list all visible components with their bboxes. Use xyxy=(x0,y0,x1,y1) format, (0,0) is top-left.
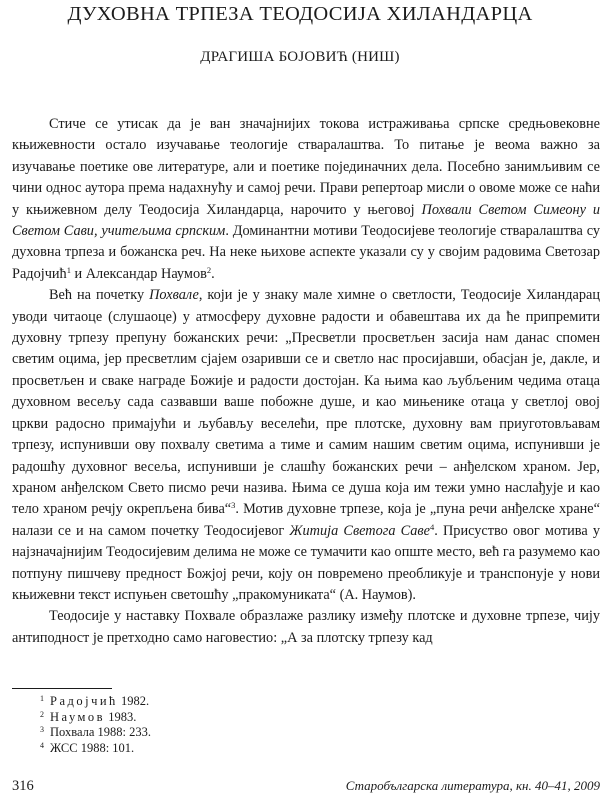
footnote-author: Наумов xyxy=(50,709,106,724)
paragraph-2-text-d: . Присуство овог мотива у најзначајнијим Теодосијевим делима не може се тумачити као опште место, већ га разумемо као потпуну пишчеву предност Божјој речи, коју он повремено преобликује и транспонује у нови књижевни текст испуњен светошћу „пракомуниката“ (А. Наумов). xyxy=(12,522,600,603)
article-title: ДУХОВНА ТРПЕЗА ТЕОДОСИЈА ХИЛАНДАРЦА xyxy=(67,3,533,25)
paragraph-2-text-a: Већ на почетку xyxy=(49,287,150,304)
footnote xyxy=(40,741,340,757)
footnote-ref-2: 2 xyxy=(206,264,212,275)
footnote xyxy=(40,725,340,741)
paragraph-2-text-b: , који је у знаку мале химне о светлости, Теодосије Хиландарац уводи читаоце (слушаоце) у атмосферу духовне радости и обавештава их да ће припремити духовну трпезу препуну божанских речи: „Пресветли просветљен засија нам данас спомен светим оцима, јер пресветлим сјајем озаривши се и светло нас просијавши, обасјан је, дакле, и просветљен и сваке награде Божије и радости достојан. Ка њима као љубљеним чедима отаца духовном весељу сада сазвавши ваше побожне душе, и као мињенике отаца у светлој овој цркви радосно примајући и љубављу веселећи, пре плотске, духовну вам приуготовљавам трпезу, испунивши ову похвалу светима а тиме и самим нашим светим оцима, испунивши је радошћу духовног весеља, испунивши је слашћу божанских речи – анђелском храном. Јер, храном анђелском Свето писмо речи назива. Њима се душа која им тежи умно наслађује и као тело храном речју окрепљена бива“ xyxy=(12,287,600,518)
footnote-number: 4 xyxy=(40,740,44,750)
paragraph-1-text-c: и Александар Наумов xyxy=(70,265,207,282)
footnote-author: Радојчић xyxy=(50,694,118,708)
footnote-text: ЖСС 1988: 101. xyxy=(50,740,135,755)
footnote-text: 1983. xyxy=(105,709,137,724)
footnote xyxy=(40,694,340,710)
paragraph-2-text-c: . Мотив духовне трпезе, која је „пуна речи анђелске хране“ налази се и на самом почетку Теодосијевог xyxy=(12,501,600,539)
footnote-ref-3: 3 xyxy=(231,500,236,511)
work-title-pohvala: Похвали Светом Симеону и Светом Сави, учитељима српским xyxy=(12,201,600,240)
page-number: 316 xyxy=(12,778,34,794)
paragraph-1-text-b: . Доминантни мотиви Теодосијеве теологије стваралаштва су духовна трпеза и божанска реч. На неке њихове аспекте указали су у својим радовима Светозар Радојчић xyxy=(12,223,600,282)
footnote-text: Похвала 1988: 233. xyxy=(50,725,151,739)
footnote-ref-1: 1 xyxy=(66,264,71,275)
footnotes xyxy=(40,694,340,756)
paragraph-1-text-a: Стиче се утисак да је ван значајнијих токова истраживања српске средњовековне књижевности остало изучавање теологије стваралаштва. То питање је веома важно за изучавање поетике ове литературе, али и поетике појединачних дела. Посебно занимљивим се чини однос аутора према надахнућу и самој речи. Прави репертоар мисли о овоме може се наћи у књижевном делу Теодосија Хиландарца, нарочито у његовој xyxy=(12,116,600,218)
paragraph-1-text-d: . xyxy=(211,265,215,282)
journal-citation: Старобългарска литература, кн. 40–41, 2009 xyxy=(345,778,600,793)
work-title-pohvale: Похвале xyxy=(149,287,199,304)
footnote-number: 1 xyxy=(40,694,44,703)
footnote-number: 2 xyxy=(40,709,44,719)
work-title-zitija: Житија Светога Саве xyxy=(289,522,430,539)
paragraph-2 xyxy=(12,285,600,606)
footnote-text: 1982. xyxy=(117,694,150,708)
paragraph-3: Теодосије у наставку Похвале образлаже разлику између плотске и духовне трпезе, чију антиподност је претходно само наговестио: „А за плотску трпезу кад xyxy=(12,608,600,646)
footnote-divider xyxy=(12,688,112,689)
page-footer xyxy=(12,776,600,796)
footnote-ref-4: 4 xyxy=(430,521,435,532)
article-author: ДРАГИША БОЈОВИЋ (НИШ) xyxy=(200,49,400,65)
article-body xyxy=(12,114,600,649)
footnote xyxy=(40,710,340,726)
footnote-number: 3 xyxy=(40,725,44,734)
paragraph-1 xyxy=(12,114,600,285)
